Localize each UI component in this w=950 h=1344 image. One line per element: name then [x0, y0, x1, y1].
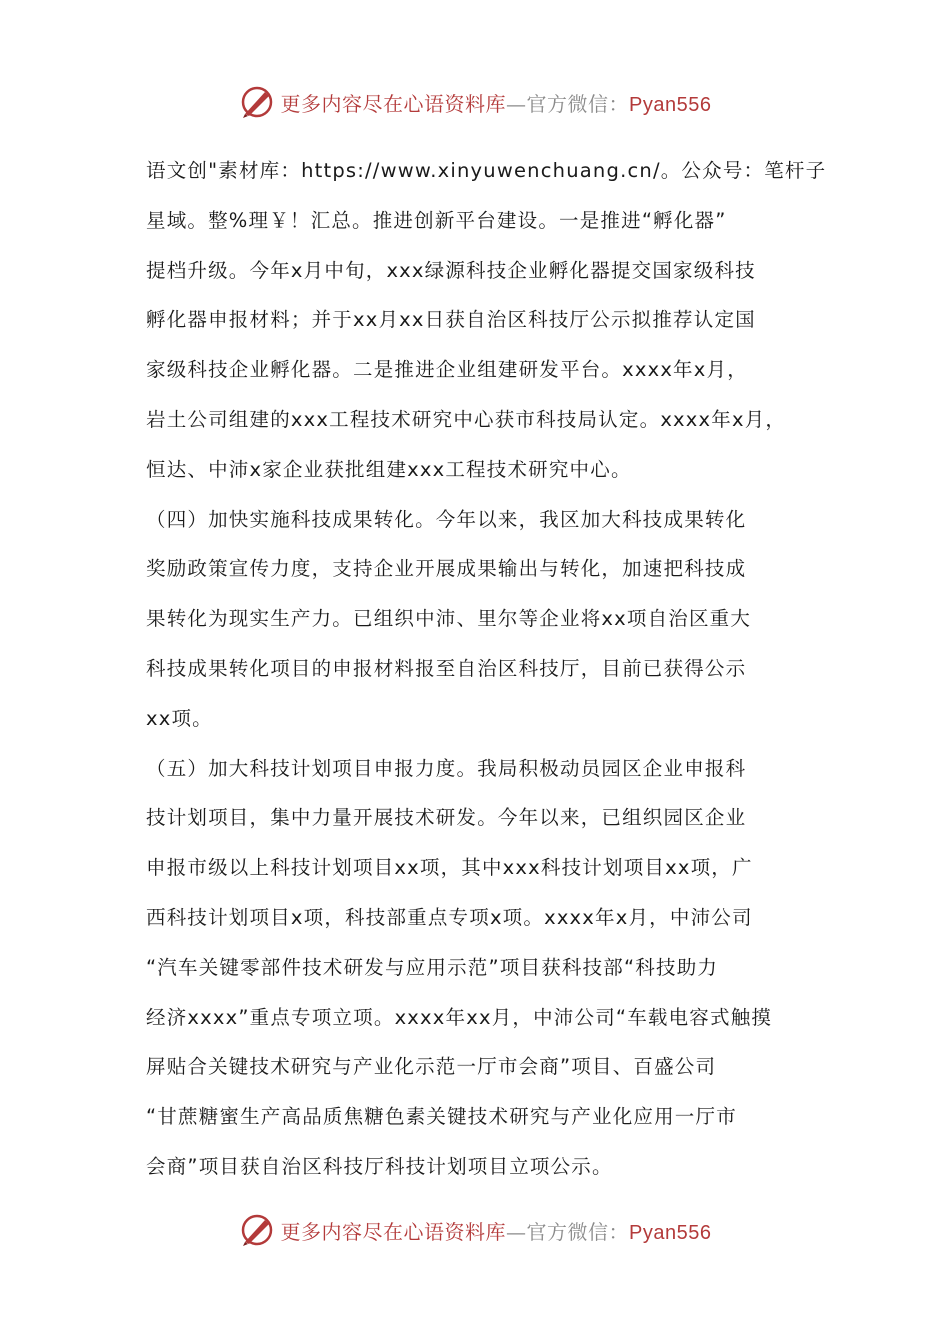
banner-text: [281, 88, 712, 117]
text-line: 奖励政策宣传力度，支持企业开展成果输出与转化，加速把科技成: [146, 557, 747, 581]
pen-logo-icon: [239, 1212, 275, 1248]
text-line: （五）加大科技计划项目申报力度。我局积极动员园区企业申报科: [146, 756, 747, 780]
text-line: 家级科技企业孵化器。二是推进企业组建研发平台。xxxx年x月，: [146, 358, 748, 382]
text-line: “汽车关键零部件技术研发与应用示范”项目获科技部“科技助力: [146, 955, 719, 979]
text-line: 语文创"素材库：https://www.xinyuwenchuang.cn/。公众号：笔杆子: [146, 159, 827, 182]
text-line: xx项。: [146, 706, 213, 730]
text-line: 恒达、中沛x家企业获批组建xxx工程技术研究中心。: [146, 457, 632, 481]
banner-handle: Pyan556: [629, 93, 712, 116]
banner-main: 更多内容尽在心语资料库: [280, 91, 507, 116]
text-line: 果转化为现实生产力。已组织中沛、里尔等企业将xx项自治区重大: [146, 607, 752, 631]
document-body: [146, 146, 827, 1192]
text-line: 提档升级。今年x月中旬，xxx绿源科技企业孵化器提交国家级科技: [146, 258, 756, 282]
text-line: 岩土公司组建的xxx工程技术研究中心获市科技局认定。xxxx年x月，: [146, 407, 787, 431]
header-banner: [0, 82, 950, 122]
banner-text: [281, 1216, 712, 1245]
text-line: 会商”项目获自治区科技厅科技计划项目立项公示。: [146, 1154, 613, 1178]
footer-banner: [0, 1210, 950, 1250]
text-line: 孵化器申报材料；并于xx月xx日获自治区科技厅公示拟推荐认定国: [146, 308, 756, 332]
text-line: 星域。整%理￥！汇总。推进创新平台建设。一是推进“孵化器”: [146, 208, 727, 232]
text-line: 科技成果转化项目的申报材料报至自治区科技厅，目前已获得公示: [146, 656, 747, 680]
banner-main: 更多内容尽在心语资料库: [280, 1219, 507, 1244]
text-line: 技计划项目，集中力量开展技术研发。今年以来，已组织园区企业: [146, 806, 747, 830]
banner-official: 官方微信：: [526, 1219, 630, 1244]
banner-dash: —: [506, 91, 527, 116]
banner-dash: —: [506, 1219, 527, 1244]
pen-logo-icon: [239, 84, 275, 120]
text-line: “甘蔗糖蜜生产高品质焦糖色素关键技术研究与产业化应用一厅市: [146, 1105, 737, 1129]
text-line: 屏贴合关键技术研究与产业化示范一厅市会商”项目、百盛公司: [146, 1055, 717, 1079]
text-line: （四）加快实施科技成果转化。今年以来，我区加大科技成果转化: [146, 507, 747, 531]
banner-handle: Pyan556: [629, 1221, 712, 1244]
text-line: 西科技计划项目x项，科技部重点专项x项。xxxx年x月，中沛公司: [146, 905, 753, 929]
banner-official: 官方微信：: [526, 91, 630, 116]
text-line: 经济xxxx”重点专项立项。xxxx年xx月，中沛公司“车载电容式触摸: [146, 1005, 773, 1029]
text-line: 申报市级以上科技计划项目xx项，其中xxx科技计划项目xx项，广: [146, 856, 753, 880]
